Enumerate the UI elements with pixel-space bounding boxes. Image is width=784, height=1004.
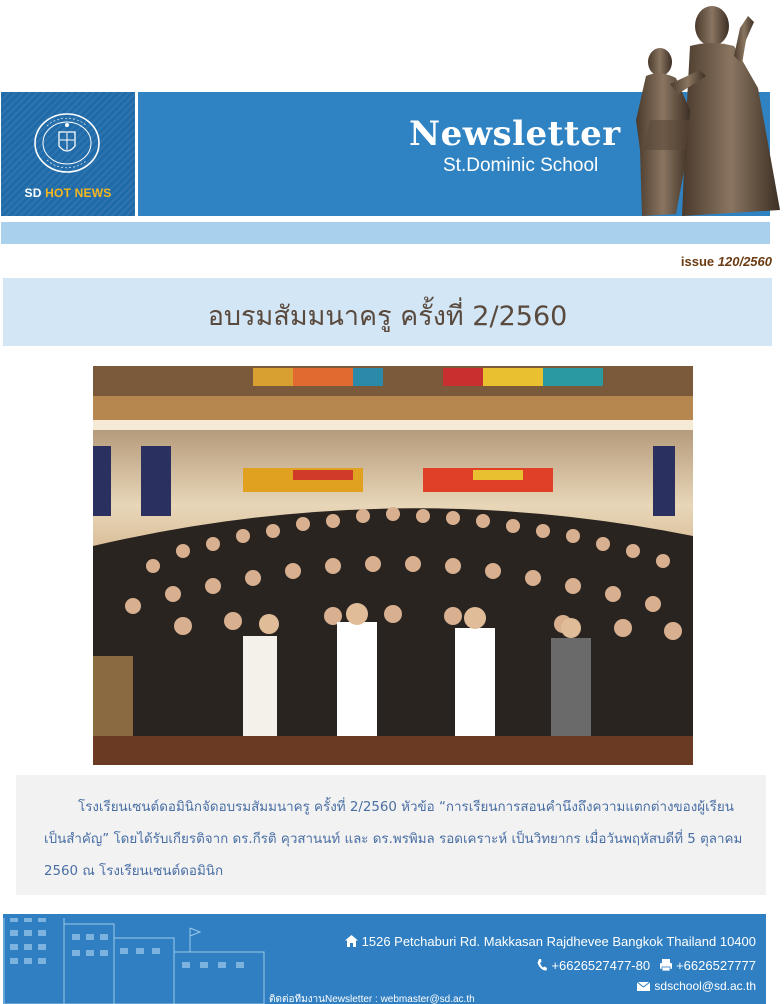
issue-number (681, 254, 772, 269)
issue-value: 120/2560 (717, 254, 772, 269)
school-crest-logo (33, 112, 101, 174)
newsletter-footer (3, 918, 766, 1004)
header-divider (135, 92, 138, 216)
saint-statue-image (620, 0, 784, 216)
badge-hot-news: HOT NEWS (45, 186, 112, 200)
home-icon (345, 935, 358, 947)
article-headline: อบรมสัมมนาครู ครั้งที่ 2/2560 (207, 301, 568, 332)
article-body-box (16, 775, 766, 895)
footer-address (345, 934, 756, 949)
issue-label: issue (680, 254, 715, 269)
footer-contact-note[interactable]: ติดต่อทีมงานNewsletter : webmaster@sd.ac.th (269, 994, 475, 1004)
school-name: St.Dominic School (443, 155, 599, 176)
newsletter-title: Newsletter (409, 114, 621, 154)
headline-banner (3, 278, 772, 346)
article-body-text: โรงเรียนเซนต์ดอมินิกจัดอบรมสัมมนาครู ครั้งที่ 2/2560 หัวข้อ “การเรียนการสอนคำนึงถึงความแตกต่างของผู้เรียนเป็นสำคัญ” โดยได้รับเกียรติจาก ดร.กีรติ คุวสานนท์ และ ดร.พรพิมล รอดเคราะห์ เป็นวิทยากร เมื่อวันพฤหัสบดีที่ 5 ตุลาคม 2560 ณ โรงเรียนเซนต์ดอมินิก (44, 800, 743, 879)
fax-icon (660, 959, 672, 971)
address-text: 1526 Petchaburi Rd. Makkasan Rajdhevee Bangkok Thailand 10400 (361, 934, 756, 949)
footer-email-row (637, 979, 756, 993)
phone-icon (537, 959, 547, 971)
email-link[interactable]: sdschool@sd.ac.th (654, 979, 756, 993)
badge-sd: SD (24, 186, 42, 200)
fax-number[interactable]: +6626527777 (676, 958, 756, 973)
header-sub-bar (1, 222, 770, 244)
school-logo-panel (1, 92, 135, 216)
mail-icon (637, 982, 650, 991)
group-photo (93, 366, 693, 765)
phone-number[interactable]: +6626527477-80 (551, 958, 651, 973)
sd-hot-news-label (1, 186, 135, 200)
footer-phone-row (537, 958, 756, 973)
school-building-illustration (3, 918, 270, 1004)
